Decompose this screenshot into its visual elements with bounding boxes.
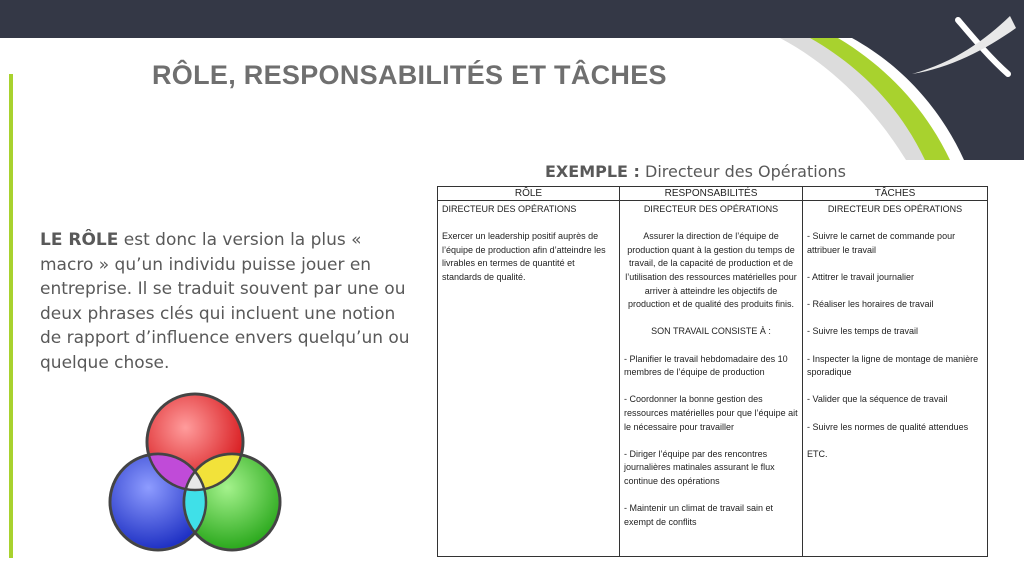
role-description-text: est donc la version la plus « macro » qu’un individu puisse jouer en entreprise. Il se traduit souvent par une ou deux phrases clés qui incluent une notion de rapport d’influence envers quelqu’un ou quelque chose. <box>40 230 410 373</box>
role-cell-text: Exercer un leadership positif auprès de l’équipe de production afin d’atteindre les livrables en termes de quantité et standards de qualité. <box>442 231 606 282</box>
list-item: - Maintenir un climat de travail sain et exempt de conflits <box>624 503 774 527</box>
tasks-cell-head: DIRECTEUR DES OPÉRATIONS <box>827 204 963 214</box>
roles-table <box>437 186 988 557</box>
left-accent-bar <box>9 74 13 558</box>
example-label: EXEMPLE : <box>545 162 640 181</box>
responsibilities-cell <box>620 201 803 557</box>
list-item: - Attitrer le travail journalier <box>807 271 915 282</box>
responsibilities-intro: Assurer la direction de l’équipe de production quant à la gestion du temps de travail, de la capacité de production et de l’utilisation des ressources matérielles pour arriver à atteindre les objectifs de production et de qualité des produits finis. <box>625 231 797 310</box>
page-title: RÔLE, RESPONSABILITÉS ET TÂCHES <box>152 60 667 90</box>
tasks-cell <box>803 201 988 557</box>
example-title: Directeur des Opérations <box>639 162 846 181</box>
table-header-row <box>438 187 988 201</box>
venn-diagram-icon <box>100 386 290 566</box>
responsibilities-cell-head: DIRECTEUR DES OPÉRATIONS <box>643 204 779 214</box>
example-heading <box>545 162 846 181</box>
list-item: - Suivre les normes de qualité attendues <box>807 421 969 432</box>
list-item: - Planifier le travail hebdomadaire des 10 membres de l’équipe de production <box>624 353 788 378</box>
header-responsibilities: RESPONSABILITÉS <box>620 187 803 201</box>
list-item: - Suivre le carnet de commande pour attribuer le travail <box>807 231 956 255</box>
list-item: - Suivre les temps de travail <box>807 326 919 337</box>
list-item: ETC. <box>807 448 828 459</box>
list-item: - Coordonner la bonne gestion des ressources matérielles pour que l’équipe ait le nécessaire pour travailler <box>624 394 798 432</box>
list-item: - Valider que la séquence de travail <box>807 394 948 405</box>
role-cell-head: DIRECTEUR DES OPÉRATIONS <box>442 204 577 214</box>
header-tasks: TÂCHES <box>803 187 988 201</box>
role-cell <box>438 201 620 557</box>
role-lead: LE RÔLE <box>40 230 119 250</box>
table-row <box>438 201 988 557</box>
list-item: - Diriger l’équipe par des rencontres journalières matinales assurant le flux continue des opérations <box>624 448 775 486</box>
list-item: - Inspecter la ligne de montage de manière sporadique <box>807 353 979 378</box>
role-description <box>40 228 410 375</box>
header-role: RÔLE <box>438 187 620 201</box>
work-heading: SON TRAVAIL CONSISTE À : <box>651 326 771 337</box>
list-item: - Réaliser les horaires de travail <box>807 299 934 310</box>
